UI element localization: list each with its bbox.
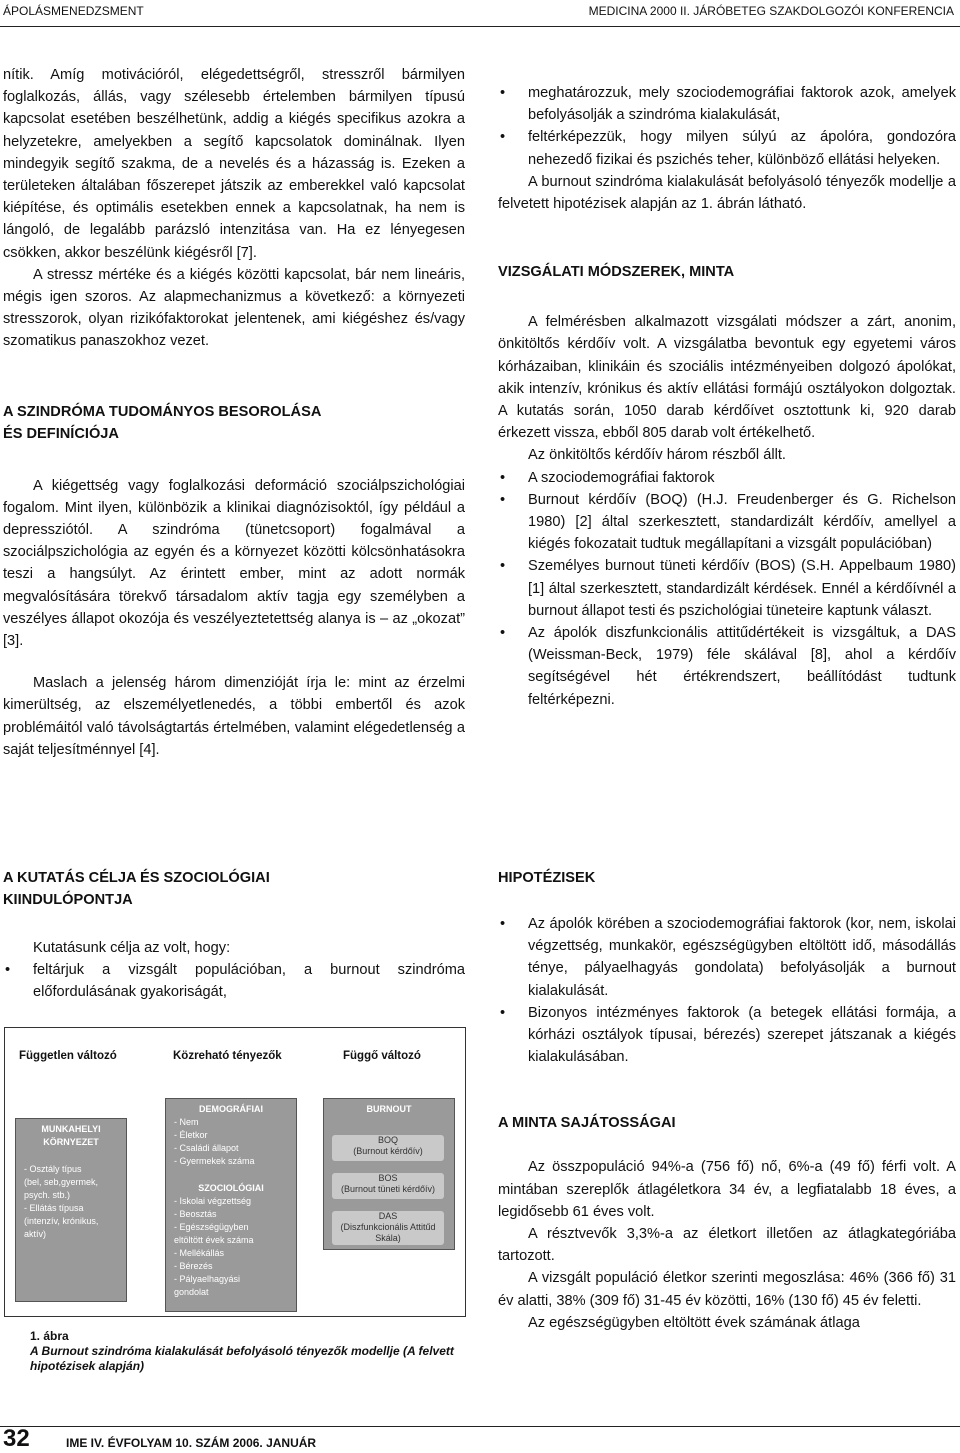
section-heading: HIPOTÉZISEK	[498, 870, 596, 886]
header-conference-title: MEDICINA 2000 II. JÁRÓBETEG SZAKDOLGOZÓI KONFERENCIA	[588, 4, 954, 18]
figure-burnout-model	[4, 1027, 466, 1317]
list-item: • Bizonyos intézményes faktorok (a betegek ellátási formája, a kórházi osztályok típusai, bérezés) szerepet játszanak a kiégés kialakulásában.	[498, 1002, 956, 1069]
heading-line: A SZINDRÓMA TUDOMÁNYOS BESOROLÁSA	[3, 403, 322, 420]
objective-list	[498, 82, 956, 171]
box-subitem-das	[332, 1211, 444, 1245]
subitem-desc: (Diszfunkcionális Attitűd Skála)	[340, 1222, 436, 1243]
figure-label-independent: Független változó	[19, 1050, 117, 1062]
section-heading: A MINTA SAJÁTOSSÁGAI	[498, 1115, 676, 1132]
subitem-desc: (Burnout kérdőív)	[353, 1146, 423, 1156]
paragraph: A résztvevők 3,3%-a az életkort illetően az átlagkategóriába tartozott.	[498, 1226, 956, 1265]
paragraph: Az összpopuláció 94%-a (756 fő) nő, 6%-a (49 fő) férfi volt. A mintában szereplők átlagéletkora 34 év, a legfiatalabb 18 éves, a legidősebb 61 éves volt.	[498, 1159, 956, 1220]
paragraph: Az önkitöltős kérdőív három részből állt.	[528, 447, 786, 464]
heading-line: KIINDULÓPONTJA	[3, 892, 133, 908]
box-title: BURNOUT	[366, 1104, 412, 1114]
list-item: • A szociodemográfiai faktorok	[498, 467, 956, 489]
box-item: psych. stb.)	[24, 1190, 71, 1200]
paragraph: A vizsgált populáció életkor szerinti megoszlása: 46% (366 fő) 31 év alatti, 38% (309 fő) 31-45 év közötti, 16% (130 fő) 45 év feletti.	[498, 1270, 956, 1309]
box-item: eltöltött évek száma	[174, 1235, 254, 1245]
box-item: (intenzív, krónikus,	[24, 1216, 99, 1226]
section-heading	[3, 401, 465, 445]
paragraph: Kutatásunk célja az volt, hogy:	[33, 940, 231, 956]
box-item: - Bérezés	[174, 1261, 213, 1271]
heading-line: A KUTATÁS CÉLJA ÉS SZOCIOLÓGIAI	[3, 870, 270, 886]
heading-line: ÉS DEFINÍCIÓJA	[3, 425, 119, 442]
list-item: • Személyes burnout tüneti kérdőív (BOS) (S.H. Appelbaum 1980) [1] által szerkesztett, standardizált kérdések. Ennél a kérdőívnél a burnout állapot testi és pszichológiai tüneteire kaptunk választ.	[498, 555, 956, 622]
list-item: • meghatározzuk, mely szociodemográfiai faktorok azok, amelyek befolyásolják a szindróma kialakulását,	[498, 82, 956, 126]
paragraph: A burnout szindróma kialakulását befolyásoló tényezők modellje a felvetett hipotézisek alapján az 1. ábrán látható.	[498, 173, 956, 213]
figure-box-factors	[165, 1098, 297, 1312]
box-subitem-bos	[332, 1173, 444, 1199]
box-title: DEMOGRÁFIAI	[199, 1104, 263, 1114]
box-item: - Iskolai végzettség	[174, 1196, 252, 1206]
column-bottom-right	[498, 867, 956, 1334]
paragraph: Maslach a jelenség három dimenzióját írja le: mint az érzelmi kimerültség, az elszemélyetlenedés, a többi embertől és azok problémáitól való távolságtartás értelmében, valamint elégedetlenség a saját teljesítménnyel [4].	[3, 675, 465, 758]
figure-label-mediating: Közreható tényezők	[173, 1050, 282, 1062]
subitem-name: DAS	[378, 1211, 398, 1221]
list-item: • Az ápolók diszfunkcionális attitűdértékeit is vizsgáltuk, a DAS (Weissman-Beck, 1979) féle skálával [8], ahol a kérdőív segítségével hét értékrendszert, beállítódást tudtunk feltérképezni.	[498, 622, 956, 711]
section-heading: VIZSGÁLATI MÓDSZEREK, MINTA	[498, 264, 735, 281]
box-item: gondolat	[174, 1287, 209, 1297]
list-item: • Burnout kérdőív (BOQ) (H.J. Freudenberger és G. Richelson 1980) [2] által szerkesztett, standardizált kérdőív, amellyel a kiégés fokozatait tudtuk megállapítani a vizsgált populációban)	[498, 489, 956, 556]
goal-list	[3, 959, 465, 1003]
figure-box-burnout	[323, 1098, 455, 1250]
subitem-desc: (Burnout tüneti kérdőív)	[340, 1184, 436, 1194]
paragraph: A kiégettség vagy foglalkozási deformáció szociálpszichológiai fogalom. Mint ilyen, különbözik a klinikai diagnózisoktól, így például a depressziótól. A szindróma (tünetcsoport) fogalmával a szociálpszichológia az egyén és a környezet közötti kölcsönhatásokra teszi a hangsúlyt. Az érintett ember, mint az adott normák megvalósítására törekvő társadalom aktív tagja egy személyben a veszélyes állapot okozója és veszélyeztetettség alanya is – az „okozat” [3].	[3, 477, 465, 650]
caption-text: A Burnout szindróma kialakulását befolyásoló tényezők modellje (A felvett hipotézisek alapján)	[30, 1344, 454, 1373]
box-item: - Gyermekek száma	[174, 1156, 255, 1166]
box-title: MUNKAHELYI KÖRNYEZET	[41, 1124, 101, 1147]
box-item: - Nem	[174, 1117, 199, 1127]
paragraph: nítik. Amíg motivációról, elégedettségről, stresszről bármilyen foglalkozás, állás, vagy szélesebb értelemben bármilyen típusú kapcsolat esetében beszélhetünk, addig a kiégés specifikus azokra a helyzetekre, amelyekben a segítő kapcsolatok dominálnak. Ilyen mindegyik segítő szakma, de a nevelés és a házasság is. Ezeken a területeken általában főszerepet játszik az emberekkel való kapcsolat kiépítése, és optimális esetekben ennek a kapcsolatnak, ha nem is lángoló, de legalább parázsló intenzitása van. Ha ez lényegesen csökken, akkor beszélünk kiégésről [7].	[3, 67, 465, 261]
page-number: 32	[3, 1425, 30, 1452]
figure-box-workplace	[15, 1118, 127, 1302]
list-item: • feltérképezzük, hogy milyen súlyú az ápolóra, gondozóra nehezedő fizikai és pszichés teher, különböző ellátási helyeken.	[498, 126, 956, 170]
box-item: - Beosztás	[174, 1209, 217, 1219]
box-item: - Osztály típus	[24, 1164, 82, 1174]
box-title: SZOCIOLÓGIAI	[198, 1183, 264, 1193]
journal-info: IME IV. ÉVFOLYAM 10. SZÁM 2006. JANUÁR	[66, 1436, 317, 1450]
box-item: - Ellátás típusa	[24, 1203, 84, 1213]
header-section-title: ÁPOLÁSMENEDZSMENT	[3, 4, 144, 18]
section-heading	[3, 867, 465, 911]
box-item: (bel, seb,gyermek,	[24, 1177, 99, 1187]
paragraph: A stressz mértéke és a kiégés közötti kapcsolat, bár nem lineáris, mégis igen szoros. Az alapmechanizmus a következő: a környezeti stresszorok, olyan rizikófaktorokat jelentenek, ami kiégéshez és/vagy szomatikus panaszokhoz vezet.	[3, 266, 465, 350]
paragraph: Az egészségügyben eltöltött évek számának átlaga	[528, 1314, 860, 1331]
subitem-name: BOQ	[377, 1135, 398, 1145]
list-item: • Az ápolók körében a szociodemográfiai faktorok (kor, nem, iskolai végzettség, munkakör, egészségügyben eltöltött idő, másodállás ténye, pályaelhagyás gondolata) befolyásolják a burnout kialakulását.	[498, 913, 956, 1002]
footer-divider	[0, 1426, 960, 1427]
column-top-right	[498, 82, 956, 711]
running-header	[0, 0, 960, 24]
box-item: - Egészségügyben	[174, 1222, 249, 1232]
list-item: • feltárjuk a vizsgált populációban, a burnout szindróma előfordulásának gyakoriságát,	[3, 959, 465, 1003]
column-top-left	[3, 64, 465, 761]
paragraph: A felmérésben alkalmazott vizsgálati módszer a zárt, anonim, önkitöltős kérdőív volt. A vizsgálatba bevontuk egy egyetemi város kórházaiban, klinikáin és szociális intézményeiben dolgozó ápolókat, akik intenzív, krónikus és aktív ellátási formájú osztályokon dolgoztak. A kutatás során, 1050 darab kérdőívet osztottunk ki, 920 darab érkezett vissza, ebből 805 darab volt értékelhető.	[498, 314, 956, 442]
box-item: aktív)	[24, 1229, 47, 1239]
box-item: - Pályaelhagyási	[174, 1274, 241, 1284]
box-subitem-boq	[332, 1135, 444, 1161]
questionnaire-list	[498, 467, 956, 711]
figure-label-dependent: Függő változó	[343, 1050, 421, 1062]
header-divider	[0, 26, 960, 27]
hypothesis-list	[498, 913, 956, 1068]
column-bottom-left	[3, 867, 465, 1004]
figure-caption	[30, 1329, 460, 1374]
caption-number: 1. ábra	[30, 1329, 69, 1343]
subitem-name: BOS	[378, 1173, 398, 1183]
box-item: - Életkor	[174, 1130, 208, 1140]
box-item: - Családi állapot	[174, 1143, 239, 1153]
box-item: - Mellékállás	[174, 1248, 225, 1258]
